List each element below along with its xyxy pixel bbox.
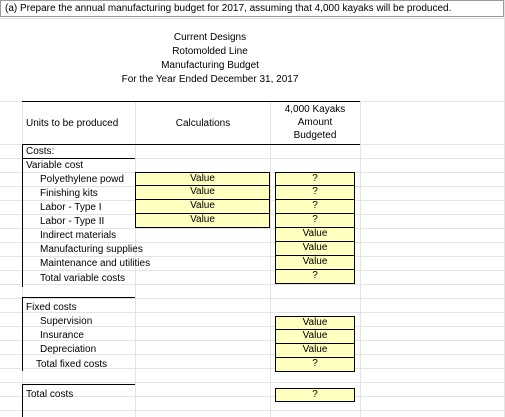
amount-input-finishing-kits[interactable]: ? [275, 186, 355, 200]
amount-total-fixed[interactable]: ? [275, 358, 355, 372]
header-bottom-border [22, 144, 360, 145]
calc-input-labor-type-1[interactable]: Value [135, 200, 270, 214]
variable-left-border [22, 145, 23, 287]
total-costs-label: Total costs [26, 389, 74, 400]
amount-input-labor-type-2[interactable]: ? [275, 214, 355, 228]
total-variable-label: Total variable costs [40, 273, 126, 284]
amount-input-depreciation[interactable]: Value [275, 344, 355, 358]
header-top-border [22, 101, 360, 102]
variable-cost-heading: Variable cost [26, 160, 84, 171]
question-text: (a) Prepare the annual manufacturing budget for 2017, assuming that 4,000 kayaks will be produced. [5, 3, 452, 14]
budget-title: Manufacturing Budget [161, 60, 259, 71]
units-header: Units to be produced [26, 118, 119, 129]
amount-header-line3: Budgeted [293, 130, 337, 141]
variable-item-label: Indirect materials [40, 230, 117, 241]
amount-input-indirect-materials[interactable]: Value [275, 228, 355, 242]
total-left-border [22, 384, 23, 417]
amount-input-labor-type-1[interactable]: ? [275, 200, 355, 214]
fixed-cost-heading: Fixed costs [26, 302, 77, 313]
fixed-item-label: Depreciation [40, 344, 97, 355]
amount-total-variable[interactable]: ? [275, 270, 355, 284]
total-fixed-label: Total fixed costs [36, 359, 108, 370]
amount-input-supervision[interactable]: Value [275, 316, 355, 330]
fixed-item-label: Supervision [40, 316, 93, 327]
product-line: Rotomolded Line [172, 46, 248, 57]
variable-item-label: Labor - Type II [40, 216, 105, 227]
fixed-item-label: Insurance [40, 330, 84, 341]
amount-total-costs[interactable]: ? [275, 388, 355, 402]
calculations-header: Calculations [175, 118, 231, 129]
fixed-top-border [22, 297, 135, 298]
costs-underline [22, 158, 135, 159]
amount-header-line2: Amount [297, 117, 333, 128]
costs-label: Costs: [26, 146, 55, 157]
variable-item-label: Labor - Type I [40, 202, 102, 213]
calc-input-polyethylene[interactable]: Value [135, 172, 270, 186]
budget-period: For the Year Ended December 31, 2017 [121, 74, 299, 85]
fixed-left-border [22, 297, 23, 371]
total-top-border [22, 384, 135, 385]
amount-input-insurance[interactable]: Value [275, 330, 355, 344]
amount-input-polyethylene[interactable]: ? [275, 172, 355, 186]
calc-input-finishing-kits[interactable]: Value [135, 186, 270, 200]
calc-input-labor-type-2[interactable]: Value [135, 214, 270, 228]
amount-input-maintenance-utilities[interactable]: Value [275, 256, 355, 270]
amount-input-manufacturing-supplies[interactable]: Value [275, 242, 355, 256]
variable-item-label: Maintenance and utilities [40, 258, 151, 269]
variable-item-label: Polyethylene powd [40, 174, 124, 185]
amount-header-line1: 4,000 Kayaks [284, 104, 346, 115]
variable-item-label: Manufacturing supplies [40, 244, 143, 255]
variable-item-label: Finishing kits [40, 188, 98, 199]
company-name: Current Designs [173, 32, 247, 43]
